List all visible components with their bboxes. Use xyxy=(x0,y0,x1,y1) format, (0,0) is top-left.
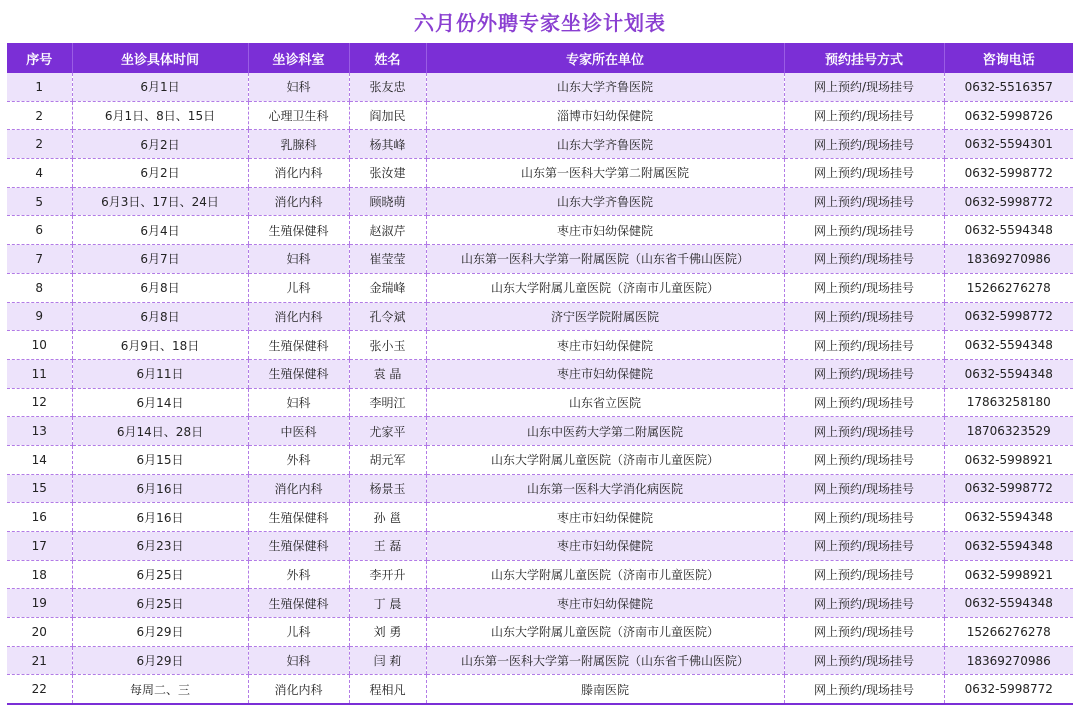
cell-phone: 0632-5998772 xyxy=(944,159,1073,188)
cell-phone: 0632-5594348 xyxy=(944,589,1073,618)
table-row xyxy=(7,560,1073,589)
cell-hospital: 济宁医学院附属医院 xyxy=(426,302,784,331)
cell-registration: 网上预约/现场挂号 xyxy=(784,187,944,216)
cell-time: 6月8日 xyxy=(72,273,248,302)
cell-index: 18 xyxy=(7,560,72,589)
cell-name: 杨其峰 xyxy=(349,130,426,159)
cell-registration: 网上预约/现场挂号 xyxy=(784,101,944,130)
cell-index: 10 xyxy=(7,331,72,360)
cell-time: 6月29日 xyxy=(72,646,248,675)
cell-index: 21 xyxy=(7,646,72,675)
cell-hospital: 山东中医药大学第二附属医院 xyxy=(426,417,784,446)
cell-index: 13 xyxy=(7,417,72,446)
cell-hospital: 枣庄市妇幼保健院 xyxy=(426,503,784,532)
cell-hospital: 山东大学附属儿童医院（济南市儿童医院） xyxy=(426,618,784,647)
cell-name: 袁 晶 xyxy=(349,359,426,388)
cell-name: 李明江 xyxy=(349,388,426,417)
header-name: 姓名 xyxy=(349,43,426,73)
table-body xyxy=(7,73,1073,704)
cell-hospital: 山东大学附属儿童医院（济南市儿童医院） xyxy=(426,560,784,589)
cell-time: 6月3日、17日、24日 xyxy=(72,187,248,216)
cell-registration: 网上预约/现场挂号 xyxy=(784,589,944,618)
cell-phone: 18369270986 xyxy=(944,646,1073,675)
table-row xyxy=(7,417,1073,446)
cell-registration: 网上预约/现场挂号 xyxy=(784,273,944,302)
cell-department: 生殖保健科 xyxy=(248,359,349,388)
cell-index: 15 xyxy=(7,474,72,503)
schedule-table xyxy=(7,43,1073,705)
cell-time: 6月11日 xyxy=(72,359,248,388)
cell-phone: 0632-5998726 xyxy=(944,101,1073,130)
cell-department: 生殖保健科 xyxy=(248,503,349,532)
table-row xyxy=(7,503,1073,532)
cell-phone: 0632-5594301 xyxy=(944,130,1073,159)
cell-registration: 网上预约/现场挂号 xyxy=(784,445,944,474)
cell-name: 闫 莉 xyxy=(349,646,426,675)
cell-phone: 0632-5594348 xyxy=(944,503,1073,532)
cell-time: 6月9日、18日 xyxy=(72,331,248,360)
cell-time: 6月7日 xyxy=(72,245,248,274)
table-row xyxy=(7,474,1073,503)
cell-registration: 网上预约/现场挂号 xyxy=(784,417,944,446)
cell-name: 杨景玉 xyxy=(349,474,426,503)
table-row xyxy=(7,359,1073,388)
cell-time: 6月2日 xyxy=(72,159,248,188)
table-row xyxy=(7,187,1073,216)
cell-hospital: 山东大学齐鲁医院 xyxy=(426,187,784,216)
cell-time: 6月16日 xyxy=(72,503,248,532)
cell-hospital: 枣庄市妇幼保健院 xyxy=(426,359,784,388)
cell-time: 6月16日 xyxy=(72,474,248,503)
cell-name: 孙 邕 xyxy=(349,503,426,532)
table-row xyxy=(7,646,1073,675)
cell-registration: 网上预约/现场挂号 xyxy=(784,245,944,274)
cell-phone: 0632-5998772 xyxy=(944,187,1073,216)
cell-phone: 0632-5998772 xyxy=(944,675,1073,704)
cell-name: 孔令斌 xyxy=(349,302,426,331)
cell-registration: 网上预约/现场挂号 xyxy=(784,216,944,245)
cell-department: 乳腺科 xyxy=(248,130,349,159)
cell-index: 11 xyxy=(7,359,72,388)
cell-phone: 0632-5998772 xyxy=(944,474,1073,503)
header-department: 坐诊科室 xyxy=(248,43,349,73)
cell-hospital: 山东第一医科大学消化病医院 xyxy=(426,474,784,503)
cell-index: 7 xyxy=(7,245,72,274)
cell-index: 6 xyxy=(7,216,72,245)
cell-time: 6月15日 xyxy=(72,445,248,474)
cell-department: 妇科 xyxy=(248,73,349,101)
table-row xyxy=(7,101,1073,130)
cell-phone: 18706323529 xyxy=(944,417,1073,446)
cell-registration: 网上预约/现场挂号 xyxy=(784,618,944,647)
header-time: 坐诊具体时间 xyxy=(72,43,248,73)
cell-name: 程相凡 xyxy=(349,675,426,704)
cell-index: 19 xyxy=(7,589,72,618)
cell-registration: 网上预约/现场挂号 xyxy=(784,646,944,675)
cell-department: 儿科 xyxy=(248,618,349,647)
cell-hospital: 枣庄市妇幼保健院 xyxy=(426,589,784,618)
cell-name: 王 磊 xyxy=(349,532,426,561)
cell-time: 6月1日 xyxy=(72,73,248,101)
cell-registration: 网上预约/现场挂号 xyxy=(784,331,944,360)
table-header-row xyxy=(7,43,1073,73)
cell-hospital: 枣庄市妇幼保健院 xyxy=(426,216,784,245)
cell-time: 6月14日、28日 xyxy=(72,417,248,446)
cell-name: 胡元军 xyxy=(349,445,426,474)
cell-phone: 17863258180 xyxy=(944,388,1073,417)
cell-name: 金瑞峰 xyxy=(349,273,426,302)
cell-index: 1 xyxy=(7,73,72,101)
cell-phone: 0632-5998921 xyxy=(944,445,1073,474)
cell-name: 李开升 xyxy=(349,560,426,589)
cell-department: 消化内科 xyxy=(248,159,349,188)
table-row xyxy=(7,130,1073,159)
cell-registration: 网上预约/现场挂号 xyxy=(784,159,944,188)
cell-department: 消化内科 xyxy=(248,675,349,704)
cell-department: 外科 xyxy=(248,445,349,474)
cell-hospital: 山东第一医科大学第一附属医院（山东省千佛山医院） xyxy=(426,245,784,274)
table-row xyxy=(7,445,1073,474)
cell-hospital: 山东第一医科大学第二附属医院 xyxy=(426,159,784,188)
table-row xyxy=(7,159,1073,188)
cell-time: 6月2日 xyxy=(72,130,248,159)
table-row xyxy=(7,532,1073,561)
cell-name: 顾晓萌 xyxy=(349,187,426,216)
table-row xyxy=(7,216,1073,245)
cell-index: 5 xyxy=(7,187,72,216)
cell-department: 儿科 xyxy=(248,273,349,302)
header-registration: 预约挂号方式 xyxy=(784,43,944,73)
cell-index: 16 xyxy=(7,503,72,532)
cell-time: 6月25日 xyxy=(72,589,248,618)
cell-registration: 网上预约/现场挂号 xyxy=(784,474,944,503)
table-row xyxy=(7,73,1073,101)
cell-registration: 网上预约/现场挂号 xyxy=(784,359,944,388)
cell-index: 20 xyxy=(7,618,72,647)
table-row xyxy=(7,273,1073,302)
cell-registration: 网上预约/现场挂号 xyxy=(784,388,944,417)
table-row xyxy=(7,589,1073,618)
cell-index: 22 xyxy=(7,675,72,704)
header-index: 序号 xyxy=(7,43,72,73)
cell-department: 中医科 xyxy=(248,417,349,446)
cell-department: 生殖保健科 xyxy=(248,589,349,618)
cell-index: 17 xyxy=(7,532,72,561)
cell-name: 赵淑芹 xyxy=(349,216,426,245)
cell-phone: 0632-5998921 xyxy=(944,560,1073,589)
cell-hospital: 山东省立医院 xyxy=(426,388,784,417)
cell-hospital: 山东大学齐鲁医院 xyxy=(426,73,784,101)
cell-index: 14 xyxy=(7,445,72,474)
cell-time: 每周二、三 xyxy=(72,675,248,704)
cell-hospital: 枣庄市妇幼保健院 xyxy=(426,331,784,360)
cell-department: 消化内科 xyxy=(248,302,349,331)
cell-hospital: 山东大学齐鲁医院 xyxy=(426,130,784,159)
table-row xyxy=(7,388,1073,417)
cell-index: 8 xyxy=(7,273,72,302)
cell-name: 张小玉 xyxy=(349,331,426,360)
cell-name: 张友忠 xyxy=(349,73,426,101)
cell-time: 6月8日 xyxy=(72,302,248,331)
cell-name: 崔莹莹 xyxy=(349,245,426,274)
cell-time: 6月1日、8日、15日 xyxy=(72,101,248,130)
header-hospital: 专家所在单位 xyxy=(426,43,784,73)
cell-phone: 0632-5516357 xyxy=(944,73,1073,101)
cell-time: 6月25日 xyxy=(72,560,248,589)
cell-time: 6月14日 xyxy=(72,388,248,417)
cell-name: 阎加民 xyxy=(349,101,426,130)
cell-name: 尤家平 xyxy=(349,417,426,446)
cell-index: 2 xyxy=(7,130,72,159)
cell-hospital: 山东大学附属儿童医院（济南市儿童医院） xyxy=(426,273,784,302)
cell-time: 6月29日 xyxy=(72,618,248,647)
table-row xyxy=(7,302,1073,331)
cell-name: 张汝建 xyxy=(349,159,426,188)
cell-index: 12 xyxy=(7,388,72,417)
cell-hospital: 淄博市妇幼保健院 xyxy=(426,101,784,130)
cell-phone: 0632-5594348 xyxy=(944,359,1073,388)
table-row xyxy=(7,675,1073,704)
cell-time: 6月23日 xyxy=(72,532,248,561)
cell-department: 生殖保健科 xyxy=(248,331,349,360)
cell-registration: 网上预约/现场挂号 xyxy=(784,675,944,704)
cell-hospital: 滕南医院 xyxy=(426,675,784,704)
cell-registration: 网上预约/现场挂号 xyxy=(784,73,944,101)
page-title: 六月份外聘专家坐诊计划表 xyxy=(414,11,666,35)
cell-phone: 0632-5998772 xyxy=(944,302,1073,331)
cell-hospital: 枣庄市妇幼保健院 xyxy=(426,532,784,561)
header-phone: 咨询电话 xyxy=(944,43,1073,73)
cell-phone: 18369270986 xyxy=(944,245,1073,274)
table-row xyxy=(7,331,1073,360)
cell-registration: 网上预约/现场挂号 xyxy=(784,130,944,159)
cell-hospital: 山东第一医科大学第一附属医院（山东省千佛山医院） xyxy=(426,646,784,675)
cell-phone: 15266276278 xyxy=(944,618,1073,647)
cell-department: 妇科 xyxy=(248,388,349,417)
cell-phone: 0632-5594348 xyxy=(944,532,1073,561)
cell-registration: 网上预约/现场挂号 xyxy=(784,302,944,331)
cell-index: 4 xyxy=(7,159,72,188)
cell-name: 丁 晨 xyxy=(349,589,426,618)
cell-hospital: 山东大学附属儿童医院（济南市儿童医院） xyxy=(426,445,784,474)
cell-index: 9 xyxy=(7,302,72,331)
cell-department: 心理卫生科 xyxy=(248,101,349,130)
cell-department: 生殖保健科 xyxy=(248,532,349,561)
table-row xyxy=(7,245,1073,274)
cell-index: 2 xyxy=(7,101,72,130)
cell-time: 6月4日 xyxy=(72,216,248,245)
cell-department: 生殖保健科 xyxy=(248,216,349,245)
table-row xyxy=(7,618,1073,647)
cell-registration: 网上预约/现场挂号 xyxy=(784,503,944,532)
cell-phone: 0632-5594348 xyxy=(944,216,1073,245)
cell-phone: 15266276278 xyxy=(944,273,1073,302)
cell-name: 刘 勇 xyxy=(349,618,426,647)
cell-registration: 网上预约/现场挂号 xyxy=(784,560,944,589)
cell-department: 妇科 xyxy=(248,646,349,675)
cell-registration: 网上预约/现场挂号 xyxy=(784,532,944,561)
cell-phone: 0632-5594348 xyxy=(944,331,1073,360)
cell-department: 消化内科 xyxy=(248,474,349,503)
cell-department: 妇科 xyxy=(248,245,349,274)
cell-department: 消化内科 xyxy=(248,187,349,216)
cell-department: 外科 xyxy=(248,560,349,589)
